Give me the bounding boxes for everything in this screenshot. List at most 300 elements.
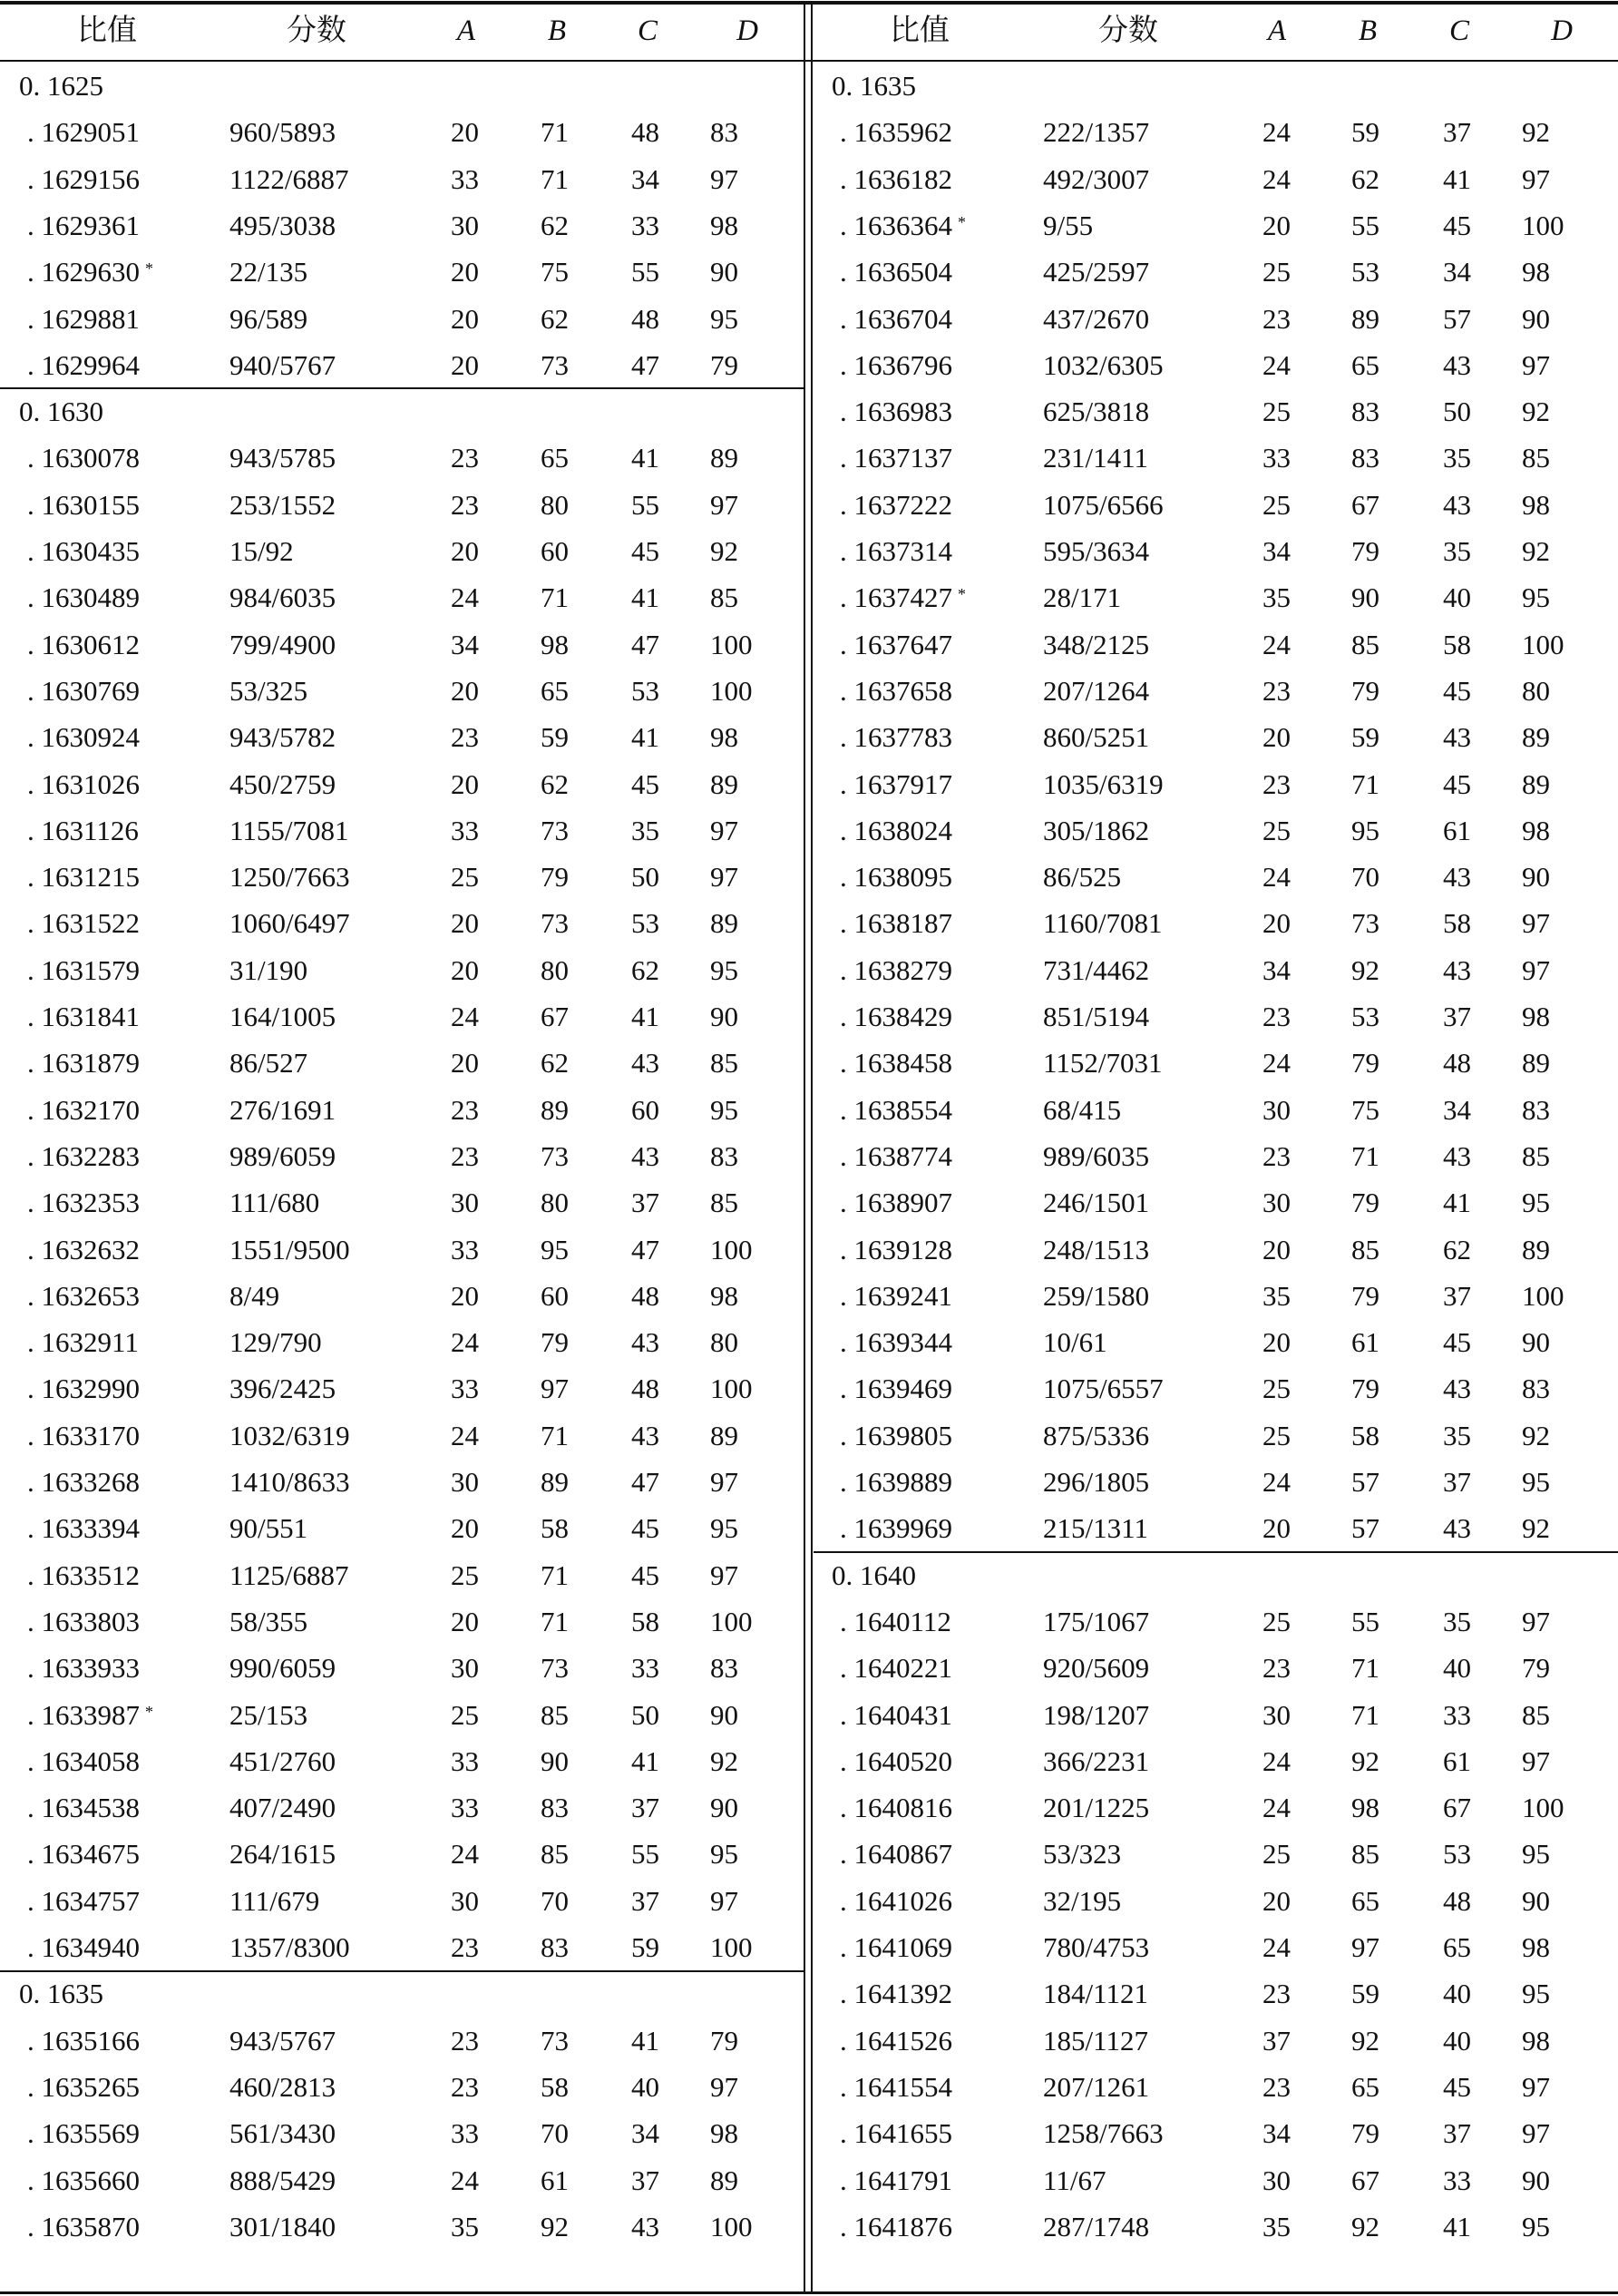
c-value: 47 [631, 628, 659, 660]
b-value: 62 [541, 209, 569, 241]
d-value: 97 [1522, 1605, 1550, 1637]
d-value: 79 [710, 2024, 738, 2057]
d-value: 89 [1522, 1047, 1550, 1080]
ratio-value: . 1637427 * [840, 581, 966, 614]
ratio-value: . 1632283 [27, 1139, 140, 1172]
a-value: 24 [451, 1838, 479, 1871]
b-value: 79 [1351, 1047, 1379, 1080]
d-value: 100 [710, 1931, 753, 1963]
d-value: 80 [1522, 674, 1550, 707]
d-value: 83 [1522, 1093, 1550, 1126]
fraction-value: 1357/8300 [229, 1931, 350, 1963]
ratio-value: . 1632653 [27, 1279, 140, 1312]
ratio-value: . 1638279 [840, 953, 952, 986]
d-value: 97 [710, 488, 738, 521]
c-value: 45 [1443, 1326, 1471, 1359]
fraction-value: 246/1501 [1043, 1187, 1150, 1219]
fraction-value: 15/92 [229, 535, 294, 567]
b-value: 73 [541, 907, 569, 940]
c-value: 45 [631, 1512, 659, 1545]
a-value: 20 [451, 535, 479, 567]
ratio-value: . 1635569 [27, 2117, 140, 2150]
c-value: 37 [1443, 116, 1471, 149]
a-value: 24 [1262, 348, 1291, 381]
b-value: 73 [541, 2024, 569, 2057]
a-value: 25 [1262, 396, 1291, 428]
b-value: 79 [1351, 1279, 1379, 1312]
c-value: 37 [1443, 1001, 1471, 1032]
b-value: 70 [1351, 861, 1379, 894]
b-value: 98 [541, 628, 569, 660]
ratio-value: . 1629361 [27, 209, 140, 241]
b-value: 59 [1351, 116, 1379, 149]
d-value: 89 [710, 767, 738, 800]
c-value: 48 [1443, 1047, 1471, 1080]
b-value: 85 [541, 1838, 569, 1871]
ratio-value: . 1633394 [27, 1512, 140, 1545]
c-value: 41 [1443, 2210, 1471, 2242]
d-value: 97 [1522, 1744, 1550, 1777]
c-value: 61 [1443, 814, 1471, 846]
d-value: 90 [710, 1001, 738, 1032]
ratio-value: . 1631522 [27, 907, 140, 940]
d-value: 95 [1522, 581, 1550, 614]
a-value: 24 [1262, 162, 1291, 195]
b-value: 79 [1351, 674, 1379, 707]
a-value: 25 [1262, 488, 1291, 521]
ratio-value: . 1640867 [840, 1838, 952, 1871]
ratio-value: . 1641655 [840, 2117, 952, 2150]
ratio-value: . 1640431 [840, 1698, 952, 1731]
d-value: 90 [1522, 1326, 1550, 1359]
b-value: 79 [1351, 1373, 1379, 1405]
c-value: 43 [1443, 1512, 1471, 1545]
d-value: 92 [710, 1744, 738, 1777]
b-value: 80 [541, 953, 569, 986]
c-value: 37 [1443, 1466, 1471, 1498]
b-value: 71 [1351, 1698, 1379, 1731]
fraction-value: 231/1411 [1043, 442, 1148, 474]
d-value: 97 [710, 1558, 738, 1591]
fraction-value: 184/1121 [1043, 1978, 1148, 2010]
c-value: 41 [1443, 1187, 1471, 1219]
c-value: 48 [631, 1279, 659, 1312]
ratio-value: . 1631841 [27, 1001, 140, 1032]
header-a: A [1267, 15, 1287, 47]
c-value: 43 [631, 2210, 659, 2242]
c-value: 41 [631, 2024, 659, 2057]
ratio-value: . 1638429 [840, 1001, 952, 1032]
a-value: 25 [1262, 256, 1291, 288]
b-value: 62 [541, 302, 569, 335]
d-value: 100 [710, 1605, 753, 1637]
b-value: 92 [1351, 2210, 1379, 2242]
ratio-value: . 1641526 [840, 2024, 952, 2057]
a-value: 25 [451, 861, 479, 894]
d-value: 85 [1522, 442, 1550, 474]
fraction-value: 984/6035 [229, 581, 336, 614]
c-value: 47 [631, 1466, 659, 1498]
a-value: 35 [1262, 1279, 1291, 1312]
a-value: 23 [451, 721, 479, 754]
ratio-value: . 1629051 [27, 116, 140, 149]
b-value: 65 [541, 442, 569, 474]
c-value: 37 [631, 1792, 659, 1824]
a-value: 20 [451, 302, 479, 335]
b-value: 98 [1351, 1792, 1379, 1824]
fraction-value: 1551/9500 [229, 1233, 350, 1265]
fraction-value: 348/2125 [1043, 628, 1150, 660]
c-value: 45 [631, 535, 659, 567]
ratio-value: . 1637137 [840, 442, 952, 474]
b-value: 89 [541, 1093, 569, 1126]
c-value: 47 [631, 348, 659, 381]
c-value: 33 [1443, 1698, 1471, 1731]
c-value: 67 [1443, 1792, 1471, 1824]
b-value: 58 [541, 2070, 569, 2103]
ratio-value: . 1641554 [840, 2070, 952, 2103]
d-value: 95 [1522, 1978, 1550, 2010]
fraction-value: 175/1067 [1043, 1605, 1150, 1637]
b-value: 92 [1351, 953, 1379, 986]
b-value: 85 [1351, 1233, 1379, 1265]
b-value: 71 [1351, 767, 1379, 800]
b-value: 58 [1351, 1419, 1379, 1451]
c-value: 55 [631, 1838, 659, 1871]
b-value: 95 [541, 1233, 569, 1265]
b-value: 71 [541, 1605, 569, 1637]
c-value: 60 [631, 1093, 659, 1126]
d-value: 98 [710, 1279, 738, 1312]
d-value: 95 [710, 1093, 738, 1126]
fraction-value: 164/1005 [229, 1001, 336, 1032]
b-value: 71 [1351, 1139, 1379, 1172]
c-value: 62 [1443, 1233, 1471, 1265]
a-value: 23 [451, 488, 479, 521]
ratio-value: . 1640221 [840, 1652, 952, 1685]
fraction-value: 875/5336 [1043, 1419, 1150, 1451]
d-value: 97 [1522, 953, 1550, 986]
group-label: 0. 1635 [19, 1978, 103, 2010]
b-value: 70 [541, 2117, 569, 2150]
fraction-value: 90/551 [229, 1512, 308, 1545]
c-value: 40 [1443, 1978, 1471, 2010]
a-value: 20 [1262, 1512, 1291, 1545]
fraction-value: 296/1805 [1043, 1466, 1150, 1498]
c-value: 55 [631, 488, 659, 521]
header-fraction: 分数 [1098, 15, 1158, 47]
b-value: 90 [541, 1744, 569, 1777]
b-value: 65 [541, 674, 569, 707]
fraction-value: 222/1357 [1043, 116, 1150, 149]
a-value: 20 [1262, 721, 1291, 754]
a-value: 24 [1262, 1466, 1291, 1498]
c-value: 34 [1443, 256, 1471, 288]
fraction-value: 731/4462 [1043, 953, 1150, 986]
c-value: 40 [631, 2070, 659, 2103]
d-value: 100 [1522, 1792, 1564, 1824]
b-value: 53 [1351, 256, 1379, 288]
a-value: 30 [451, 1466, 479, 1498]
fraction-value: 96/589 [229, 302, 308, 335]
d-value: 100 [710, 1233, 753, 1265]
d-value: 100 [710, 674, 753, 707]
d-value: 97 [710, 2070, 738, 2103]
fraction-value: 264/1615 [229, 1838, 336, 1871]
fraction-value: 1122/6887 [229, 162, 349, 195]
b-value: 65 [1351, 348, 1379, 381]
a-value: 23 [1262, 1139, 1291, 1172]
fraction-value: 1032/6319 [229, 1419, 350, 1451]
d-value: 89 [710, 442, 738, 474]
header-d: D [1551, 15, 1573, 47]
c-value: 35 [1443, 535, 1471, 567]
a-value: 37 [1262, 2024, 1291, 2057]
d-value: 83 [1522, 1373, 1550, 1405]
b-value: 83 [1351, 396, 1379, 428]
a-value: 20 [451, 674, 479, 707]
a-value: 25 [451, 1558, 479, 1591]
c-value: 41 [631, 442, 659, 474]
a-value: 35 [1262, 581, 1291, 614]
fraction-value: 1075/6566 [1043, 488, 1164, 521]
a-value: 20 [451, 1605, 479, 1637]
ratio-value: . 1631126 [27, 814, 139, 846]
a-value: 30 [1262, 1187, 1291, 1219]
c-value: 43 [1443, 1373, 1471, 1405]
a-value: 34 [451, 628, 479, 660]
a-value: 20 [451, 907, 479, 940]
fraction-value: 1060/6497 [229, 907, 350, 940]
c-value: 40 [1443, 2024, 1471, 2057]
a-value: 20 [451, 348, 479, 381]
a-value: 25 [1262, 1373, 1291, 1405]
b-value: 85 [1351, 1838, 1379, 1871]
a-value: 20 [1262, 907, 1291, 940]
d-value: 95 [1522, 2210, 1550, 2242]
c-value: 41 [631, 1744, 659, 1777]
ratio-value: . 1639241 [840, 1279, 952, 1312]
fraction-value: 53/325 [229, 674, 308, 707]
c-value: 48 [1443, 1884, 1471, 1917]
c-value: 43 [631, 1139, 659, 1172]
b-value: 71 [541, 116, 569, 149]
d-value: 100 [710, 2210, 753, 2242]
ratio-value: . 1632911 [27, 1326, 139, 1359]
ratio-value: . 1636182 [840, 162, 952, 195]
fraction-value: 25/153 [229, 1698, 308, 1731]
d-value: 95 [710, 1838, 738, 1871]
c-value: 61 [1443, 1744, 1471, 1777]
d-value: 100 [1522, 1279, 1564, 1312]
fraction-value: 1160/7081 [1043, 907, 1163, 940]
ratio-value: . 1631879 [27, 1047, 140, 1080]
d-value: 89 [1522, 1233, 1550, 1265]
b-value: 85 [1351, 628, 1379, 660]
ratio-value: . 1635962 [840, 116, 952, 149]
a-value: 24 [451, 1326, 479, 1359]
fraction-value: 940/5767 [229, 348, 336, 381]
d-value: 90 [710, 1792, 738, 1824]
d-value: 98 [1522, 2024, 1550, 2057]
group-rule [814, 1551, 1618, 1553]
ratio-value: . 1634675 [27, 1838, 140, 1871]
ratio-value: . 1630612 [27, 628, 140, 660]
c-value: 37 [1443, 2117, 1471, 2150]
b-value: 61 [1351, 1326, 1379, 1359]
c-value: 43 [1443, 348, 1471, 381]
fraction-value: 1258/7663 [1043, 2117, 1164, 2150]
c-value: 55 [631, 256, 659, 288]
a-value: 20 [1262, 1884, 1291, 1917]
b-value: 83 [1351, 442, 1379, 474]
ratio-value: . 1633987 * [27, 1698, 153, 1731]
fraction-value: 68/415 [1043, 1093, 1122, 1126]
b-value: 79 [1351, 2117, 1379, 2150]
fraction-value: 58/355 [229, 1605, 308, 1637]
a-value: 24 [451, 1001, 479, 1032]
fraction-value: 860/5251 [1043, 721, 1150, 754]
fraction-value: 31/190 [229, 953, 308, 986]
c-value: 34 [631, 2117, 659, 2150]
a-value: 23 [1262, 767, 1291, 800]
a-value: 34 [1262, 2117, 1291, 2150]
c-value: 45 [1443, 674, 1471, 707]
ratio-value: . 1641392 [840, 1978, 952, 2010]
header-rule [0, 60, 1618, 62]
d-value: 95 [1522, 1187, 1550, 1219]
fraction-value: 301/1840 [229, 2210, 336, 2242]
a-value: 34 [1262, 535, 1291, 567]
d-value: 98 [1522, 488, 1550, 521]
a-value: 20 [451, 953, 479, 986]
c-value: 33 [631, 209, 659, 241]
b-value: 79 [541, 861, 569, 894]
fraction-value: 11/67 [1043, 2164, 1106, 2196]
d-value: 98 [1522, 1001, 1550, 1032]
fraction-value: 10/61 [1043, 1326, 1107, 1359]
d-value: 97 [710, 1884, 738, 1917]
a-value: 24 [451, 581, 479, 614]
c-value: 41 [631, 721, 659, 754]
group-rule [0, 1970, 804, 1972]
b-value: 71 [541, 1419, 569, 1451]
d-value: 95 [710, 1512, 738, 1545]
ratio-value: . 1631579 [27, 953, 140, 986]
a-value: 23 [1262, 2070, 1291, 2103]
c-value: 50 [631, 861, 659, 894]
b-value: 73 [1351, 907, 1379, 940]
fraction-value: 86/527 [229, 1047, 308, 1080]
header-ratio: 比值 [890, 15, 950, 47]
c-value: 48 [631, 1373, 659, 1405]
c-value: 43 [1443, 721, 1471, 754]
c-value: 41 [1443, 162, 1471, 195]
a-value: 33 [451, 1792, 479, 1824]
asterisk-mark: * [145, 259, 153, 278]
ratio-value: . 1632170 [27, 1093, 140, 1126]
c-value: 45 [631, 767, 659, 800]
a-value: 23 [451, 442, 479, 474]
ratio-value: . 1639969 [840, 1512, 952, 1545]
fraction-value: 920/5609 [1043, 1652, 1150, 1685]
fraction-value: 215/1311 [1043, 1512, 1148, 1545]
ratio-value: . 1636983 [840, 396, 952, 428]
fraction-value: 248/1513 [1043, 1233, 1150, 1265]
d-value: 90 [710, 256, 738, 288]
c-value: 37 [631, 1187, 659, 1219]
ratio-value: . 1640112 [840, 1605, 951, 1637]
b-value: 73 [541, 814, 569, 846]
asterisk-mark: * [958, 212, 966, 231]
b-value: 79 [1351, 1187, 1379, 1219]
fraction-value: 111/679 [229, 1884, 320, 1917]
asterisk-mark: * [958, 585, 966, 604]
ratio-value: . 1632632 [27, 1233, 140, 1265]
ratio-value: . 1635660 [27, 2164, 140, 2196]
d-value: 97 [1522, 2070, 1550, 2103]
c-value: 35 [1443, 1605, 1471, 1637]
b-value: 55 [1351, 209, 1379, 241]
b-value: 79 [541, 1326, 569, 1359]
d-value: 83 [710, 116, 738, 149]
d-value: 95 [1522, 1466, 1550, 1498]
fraction-value: 1075/6557 [1043, 1373, 1164, 1405]
d-value: 97 [710, 861, 738, 894]
header-c: C [637, 15, 658, 47]
a-value: 24 [1262, 116, 1291, 149]
fraction-value: 259/1580 [1043, 1279, 1150, 1312]
ratio-value: . 1633170 [27, 1419, 140, 1451]
fraction-value: 198/1207 [1043, 1698, 1150, 1731]
fraction-value: 799/4900 [229, 628, 336, 660]
b-value: 70 [541, 1884, 569, 1917]
fraction-value: 305/1862 [1043, 814, 1150, 846]
a-value: 23 [451, 1093, 479, 1126]
fraction-value: 1125/6887 [229, 1558, 349, 1591]
d-value: 90 [710, 1698, 738, 1731]
a-value: 23 [451, 1931, 479, 1963]
fraction-value: 9/55 [1043, 209, 1094, 241]
b-value: 83 [541, 1792, 569, 1824]
ratio-value: . 1638458 [840, 1047, 952, 1080]
ratio-value: . 1637314 [840, 535, 952, 567]
ratio-value: . 1638095 [840, 861, 952, 894]
group-rule [0, 387, 804, 389]
b-value: 90 [1351, 581, 1379, 614]
ratio-value: . 1630489 [27, 581, 140, 614]
ratio-value: . 1632353 [27, 1187, 140, 1219]
a-value: 20 [1262, 1326, 1291, 1359]
a-value: 20 [451, 116, 479, 149]
group-label: 0. 1640 [832, 1558, 916, 1591]
a-value: 35 [451, 2210, 479, 2242]
a-value: 20 [1262, 1233, 1291, 1265]
b-value: 89 [1351, 302, 1379, 335]
c-value: 45 [1443, 209, 1471, 241]
d-value: 89 [710, 2164, 738, 2196]
ratio-value: . 1639805 [840, 1419, 952, 1451]
ratio-value: . 1636364 * [840, 209, 966, 241]
b-value: 73 [541, 1139, 569, 1172]
fraction-value: 396/2425 [229, 1373, 336, 1405]
d-value: 95 [710, 302, 738, 335]
ratio-value: . 1631215 [27, 861, 140, 894]
ratio-value: . 1637658 [840, 674, 952, 707]
a-value: 25 [1262, 1605, 1291, 1637]
a-value: 33 [451, 1233, 479, 1265]
bottom-rule [0, 2291, 1618, 2294]
